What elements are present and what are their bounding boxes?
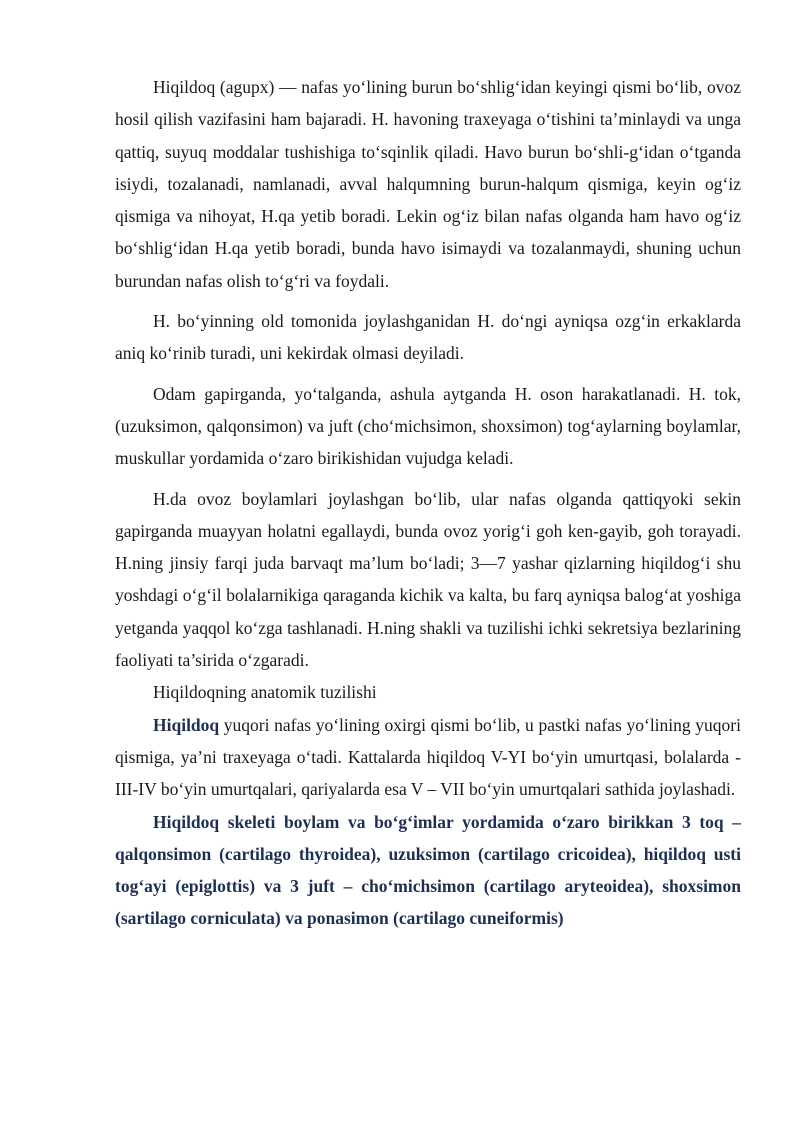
paragraph-cartilages: Odam gapirganda, yo‘talganda, ashula aytganda H. oson harakatlanadi. H. tok, (uzuksimon, qalqonsimon) va juft (cho‘michsimon, shoxsimon) tog‘aylarning boylamlar, muskullar yordamida o‘zaro birikishidan vujudga keladi. [115, 383, 741, 469]
section-heading: Hiqildoqning anatomik tuzilishi [153, 682, 377, 703]
paragraph-larynx-skeleton: Hiqildoq skeleti boylam va bo‘g‘imlar yordamida o‘zaro birikkan 3 toq – qalqonsimon (cartilago thyroidea), uzuksimon (cartilago cricoidea), hiqildoq usti tog‘ayi (epiglottis) va 3 juft – cho‘michsimon (cartilago aryteoidea), shoxsimon (sartilago corniculata) va ponasimon (cartilago cuneiformis) [115, 811, 741, 929]
paragraph-larynx-position [115, 709, 741, 806]
paragraph-larynx-position-text: yuqori nafas yo‘lining oxirgi qismi bo‘lib, u pastki nafas yo‘lining yuqori qismiga, ya’ni traxeyaga o‘tadi. Kattalarda hiqildoq V-YI bo‘yin umurtqasi, bolalarda -III-IV bo‘yin umurtqalari, qariyalarda esa V – VII bo‘yin umurtqalari sathida joylashadi. [115, 714, 741, 800]
bold-term: Hiqildoq [153, 714, 220, 735]
paragraph-vocal-cords: H.da ovoz boylamlari joylashgan bo‘lib, ular nafas olganda qattiqyoki sekin gapirganda muayyan holatni egallaydi, bunda ovoz yorig‘i goh ken-gayib, goh torayadi. H.ning jinsiy farqi juda barvaqt ma’lum bo‘ladi; 3—7 yashar qizlarning hiqildog‘i shu yoshdagi o‘g‘il bolalarnikiga qaraganda kichik va kalta, bu farq ayniqsa balog‘at yoshiga yetganda yaqqol ko‘zga tashlanadi. H.ning shakli va tuzilishi ichki sekretsiya bezlarining faoliyati ta’sirida o‘zgaradi. [115, 488, 741, 671]
paragraph-adams-apple: H. bo‘yinning old tomonida joylashganidan H. do‘ngi ayniqsa ozg‘in erkaklarda aniq ko‘rinib turadi, uni kekirdak olmasi deyiladi. [115, 311, 741, 364]
paragraph-larynx-definition: Hiqildoq (agupx) — nafas yo‘lining burun bo‘shlig‘idan keyingi qismi bo‘lib, ovoz hosil qilish vazifasini ham bajaradi. H. havoning traxeyaga o‘tishini ta’minlaydi va unga qattiq, suyuq moddalar tushishiga to‘sqinlik qiladi. Havo burun bo‘shli-g‘idan o‘tganda isiydi, tozalanadi, namlanadi, avval halqumning burun-halqum qismiga, keyin og‘iz qismiga va nihoyat, H.qa yetib boradi. Lekin og‘iz bilan nafas olganda ham havo og‘iz bo‘shlig‘idan H.qa yetib boradi, bunda havo isimaydi va tozalanmaydi, shuning uchun burundan nafas olish to‘g‘ri va foydali. [115, 77, 741, 291]
document-page [115, 71, 741, 935]
